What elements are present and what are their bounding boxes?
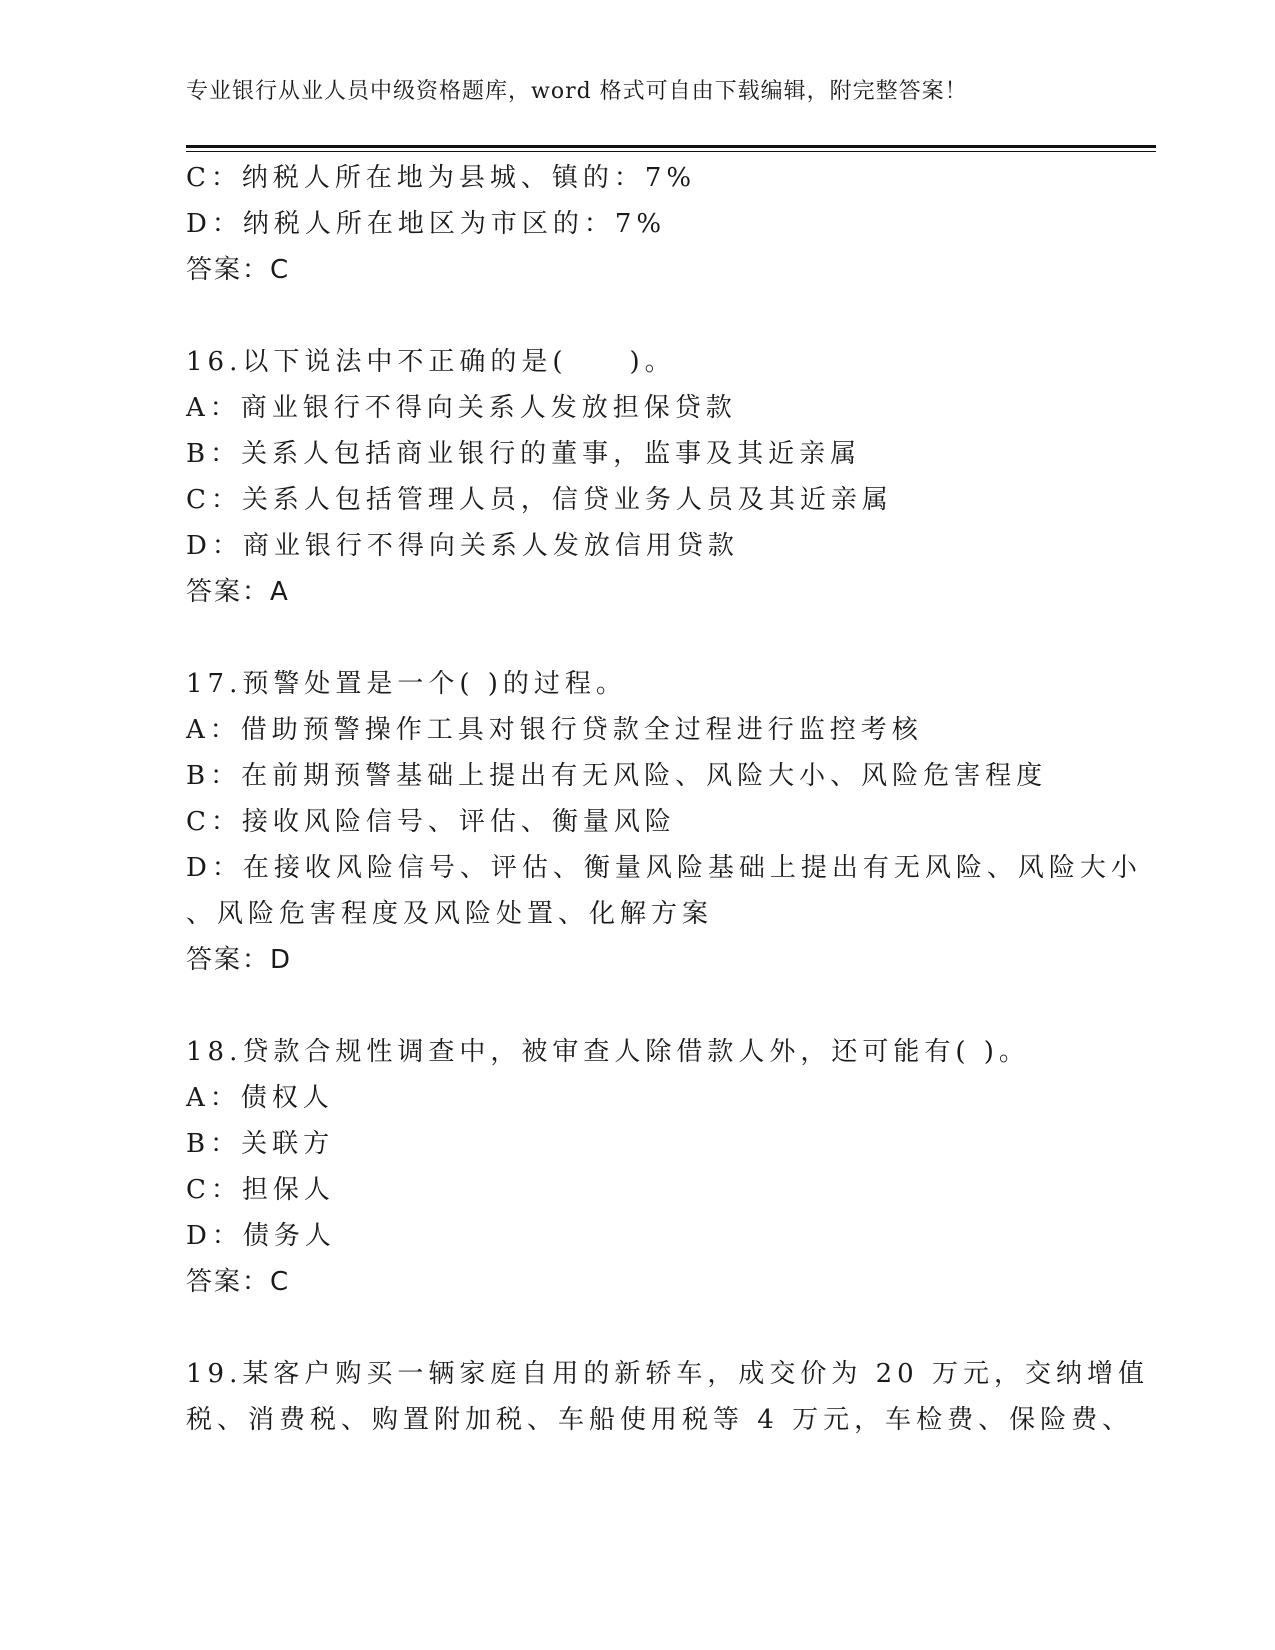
q18-option-b: B：关联方	[186, 1129, 335, 1159]
page-header: 专业银行从业人员中级资格题库，word 格式可自由下载编辑，附完整答案！	[186, 79, 968, 104]
q18-answer: 答案：C	[186, 1267, 291, 1297]
q16-option-c: C：关系人包括管理人员，信贷业务人员及其近亲属	[186, 485, 893, 515]
option-c: C：纳税人所在地为县城、镇的：7%	[186, 163, 697, 193]
question-19-line-1: 19.某客户购买一辆家庭自用的新轿车，成交价为 20 万元，交纳增值	[186, 1359, 1149, 1389]
answer: 答案：C	[186, 255, 291, 285]
q17-answer: 答案：D	[186, 945, 293, 975]
q17-option-b: B：在前期预警基础上提出有无风险、风险大小、风险危害程度	[186, 761, 1048, 791]
question-17: 17.预警处置是一个( )的过程。	[186, 669, 627, 699]
q16-answer: 答案：A	[186, 577, 290, 607]
q17-option-c: C：接收风险信号、评估、衡量风险	[186, 807, 676, 837]
spacer	[186, 983, 1086, 1029]
q17-option-d-continued: 、风险危害程度及风险处置、化解方案	[186, 899, 714, 929]
question-19-line-2: 税、消费税、购置附加税、车船使用税等 4 万元，车检费、保险费、	[186, 1405, 1134, 1435]
document-body	[186, 155, 1149, 1443]
spacer	[186, 1305, 1086, 1351]
question-16: 16.以下说法中不正确的是( )。	[186, 347, 676, 377]
q16-option-a: A：商业银行不得向关系人发放担保贷款	[186, 393, 737, 423]
option-d: D：纳税人所在地区为市区的：7%	[186, 209, 667, 239]
q16-option-d: D：商业银行不得向关系人发放信用贷款	[186, 531, 739, 561]
header-rule-thin	[186, 151, 1156, 152]
question-18: 18.贷款合规性调查中，被审查人除借款人外，还可能有( )。	[186, 1037, 1030, 1067]
q18-option-a: A：债权人	[186, 1083, 334, 1113]
spacer	[186, 615, 1086, 661]
q18-option-c: C：担保人	[186, 1175, 335, 1205]
q18-option-d: D：债务人	[186, 1221, 336, 1251]
spacer	[186, 293, 1086, 339]
q16-option-b: B：关系人包括商业银行的董事，监事及其近亲属	[186, 439, 862, 469]
q17-option-a: A：借助预警操作工具对银行贷款全过程进行监控考核	[186, 715, 923, 745]
q17-option-d: D：在接收风险信号、评估、衡量风险基础上提出有无风险、风险大小	[186, 853, 1142, 883]
header-rule-thick	[186, 145, 1156, 148]
